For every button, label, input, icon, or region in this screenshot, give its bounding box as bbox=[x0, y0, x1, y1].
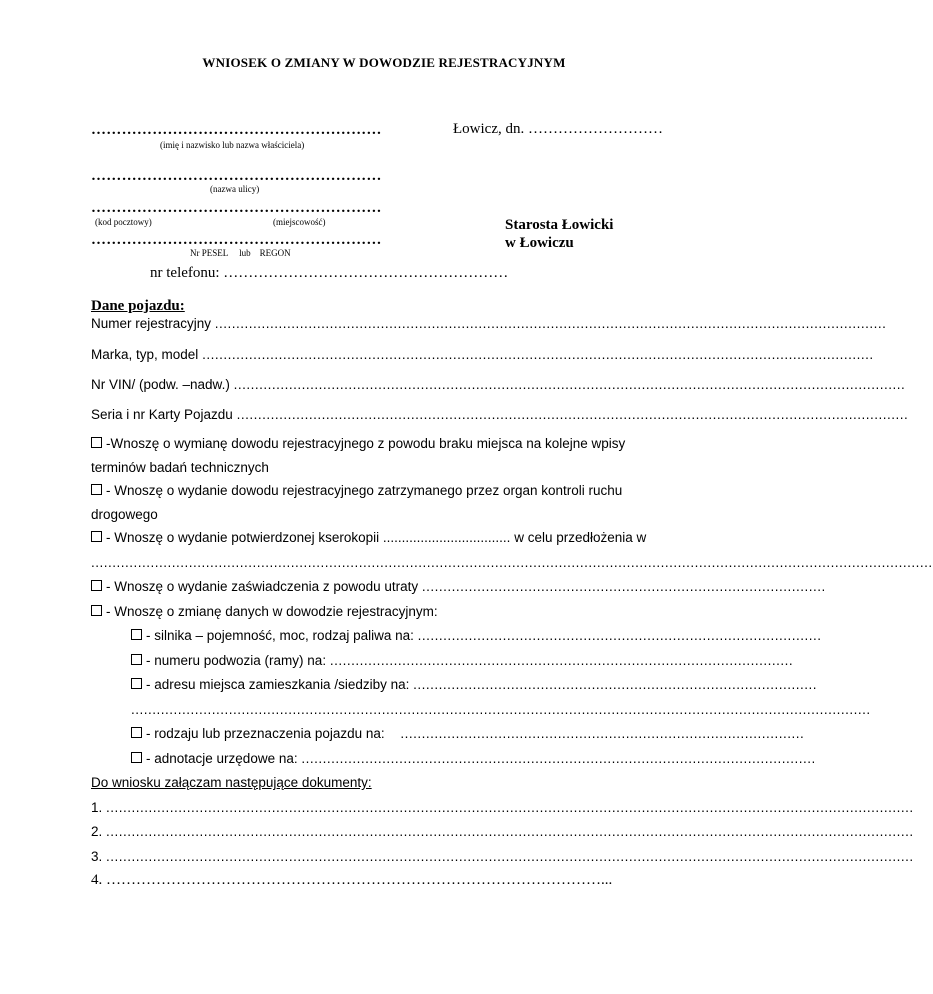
id-field-line[interactable]: ………………………………………………… bbox=[91, 232, 382, 248]
vehicle-heading: Dane pojazdu: bbox=[91, 298, 185, 314]
attachment-row-1[interactable] bbox=[91, 800, 914, 815]
reg-number-dots[interactable]: .............................................................................................................................................................. bbox=[214, 316, 887, 331]
option-loss-text: - Wnoszę o wydanie zaświadczenia z powodu utraty bbox=[106, 579, 419, 594]
postal-caption: (kod pocztowy) bbox=[95, 217, 152, 227]
attachment-number: 4. bbox=[91, 872, 103, 888]
sub-engine-text: - silnika – pojemność, moc, rodzaj paliwa na: bbox=[146, 628, 414, 643]
sub-notes-text: - adnotacje urzędowe na: bbox=[146, 751, 298, 766]
sub-type-text: - rodzaju lub przeznaczenia pojazdu na: bbox=[146, 726, 385, 741]
sub-address-cont-row[interactable] bbox=[131, 702, 871, 717]
form-title: WNIOSEK O ZMIANY W DOWODZIE REJESTRACYJNYM bbox=[202, 55, 566, 70]
name-caption: (imię i nazwisko lub nazwa właściciela) bbox=[160, 140, 305, 150]
city-caption: (miejscowość) bbox=[273, 217, 326, 227]
place-date[interactable]: Łowicz, dn. ……………………… bbox=[453, 121, 663, 137]
reg-number-row[interactable] bbox=[91, 316, 887, 331]
option-loss-checkbox[interactable] bbox=[91, 580, 102, 591]
street-caption: (nazwa ulicy) bbox=[210, 184, 260, 194]
sub-chassis-dots[interactable]: ............................................................................................................. bbox=[329, 653, 794, 668]
option-copy-cont-dots[interactable]: ...................................................................................................................................................................................................... bbox=[91, 555, 933, 570]
sub-engine-checkbox[interactable] bbox=[131, 629, 142, 640]
sub-notes-row bbox=[131, 751, 816, 766]
name-field-line[interactable]: ………………………………………………… bbox=[91, 122, 382, 138]
option-retained-row bbox=[91, 483, 622, 498]
addressee-line1: Starosta Łowicki bbox=[505, 217, 614, 233]
sub-address-row bbox=[131, 677, 817, 692]
attachment-dots[interactable]: .............................................................................................................................................................................................. bbox=[106, 824, 914, 839]
option-retained-text-cont: drogowego bbox=[91, 507, 158, 522]
option-retained-checkbox[interactable] bbox=[91, 484, 102, 495]
option-copy-text-end: w celu przedłożenia w bbox=[514, 530, 647, 545]
option-replace-text-cont: terminów badań technicznych bbox=[91, 460, 269, 475]
sub-notes-dots[interactable]: ......................................................................................................................... bbox=[301, 751, 816, 766]
option-change-row bbox=[91, 604, 438, 619]
sub-notes-checkbox[interactable] bbox=[131, 752, 142, 763]
sub-type-row bbox=[131, 726, 805, 741]
option-copy-text: - Wnoszę o wydanie potwierdzonej kserokopii bbox=[106, 530, 380, 545]
option-replace-checkbox[interactable] bbox=[91, 437, 102, 448]
sub-type-dots[interactable]: ............................................................................................... bbox=[400, 726, 805, 741]
sub-address-cont-dots[interactable]: .............................................................................................................................................................................. bbox=[131, 702, 871, 717]
card-label: Seria i nr Karty Pojazdu bbox=[91, 407, 233, 422]
attachment-dots[interactable]: .............................................................................................................................................................................................. bbox=[106, 849, 914, 864]
attachment-number: 2. bbox=[91, 824, 103, 839]
sub-engine-row bbox=[131, 628, 822, 643]
attachment-number: 1. bbox=[91, 800, 103, 815]
sub-chassis-text: - numeru podwozia (ramy) na: bbox=[146, 653, 327, 668]
sub-engine-dots[interactable]: ............................................................................................... bbox=[417, 628, 822, 643]
option-copy-blank[interactable]: .................................. bbox=[382, 530, 511, 545]
option-loss-row bbox=[91, 579, 826, 594]
option-copy-checkbox[interactable] bbox=[91, 531, 102, 542]
card-dots[interactable]: .............................................................................................................................................................. bbox=[236, 407, 909, 422]
option-change-text: - Wnoszę o zmianę danych w dowodzie rejestracyjnym: bbox=[106, 604, 438, 619]
option-replace-row bbox=[91, 436, 625, 451]
sub-chassis-checkbox[interactable] bbox=[131, 654, 142, 665]
street-field-line[interactable]: ………………………………………………… bbox=[91, 168, 382, 184]
sub-chassis-row bbox=[131, 653, 794, 668]
reg-number-label: Numer rejestracyjny bbox=[91, 316, 212, 331]
make-model-row[interactable] bbox=[91, 347, 874, 362]
id-caption: Nr PESEL lub REGON bbox=[190, 248, 291, 258]
make-model-label: Marka, typ, model bbox=[91, 347, 199, 362]
sub-address-checkbox[interactable] bbox=[131, 678, 142, 689]
option-copy-cont-row[interactable] bbox=[91, 555, 933, 570]
card-row[interactable] bbox=[91, 407, 909, 422]
addressee-line2: w Łowiczu bbox=[505, 235, 574, 251]
attachment-row-3[interactable] bbox=[91, 849, 914, 864]
option-change-checkbox[interactable] bbox=[91, 605, 102, 616]
sub-type-checkbox[interactable] bbox=[131, 727, 142, 738]
attachments-heading: Do wniosku załączam następujące dokumenty: bbox=[91, 775, 372, 790]
attachment-row-2[interactable] bbox=[91, 824, 914, 839]
postal-city-field-line[interactable]: ………………………………………………… bbox=[91, 200, 382, 216]
phone-field[interactable]: nr telefonu: ………………………………………………… bbox=[150, 265, 509, 281]
attachment-row-4[interactable] bbox=[91, 872, 612, 889]
option-copy-row bbox=[91, 530, 646, 545]
attachment-dots[interactable]: .............................................................................................................................................................................................. bbox=[106, 800, 914, 815]
make-model-dots[interactable]: .............................................................................................................................................................. bbox=[202, 347, 874, 362]
sub-address-text: - adresu miejsca zamieszkania /siedziby na: bbox=[146, 677, 410, 692]
vin-label: Nr VIN/ (podw. –nadw.) bbox=[91, 377, 230, 392]
attachment-dots-last[interactable]: ………………………………………………………………………………………... bbox=[106, 872, 613, 888]
option-loss-dots[interactable]: ............................................................................................... bbox=[421, 579, 826, 594]
option-replace-text: -Wnoszę o wymianę dowodu rejestracyjnego z powodu braku miejsca na kolejne wpisy bbox=[106, 436, 626, 451]
attachment-number: 3. bbox=[91, 849, 103, 864]
sub-address-dots[interactable]: ............................................................................................... bbox=[413, 677, 817, 692]
vin-dots[interactable]: .............................................................................................................................................................. bbox=[233, 377, 906, 392]
option-retained-text: - Wnoszę o wydanie dowodu rejestracyjnego zatrzymanego przez organ kontroli ruchu bbox=[106, 483, 623, 498]
vin-row[interactable] bbox=[91, 377, 906, 392]
